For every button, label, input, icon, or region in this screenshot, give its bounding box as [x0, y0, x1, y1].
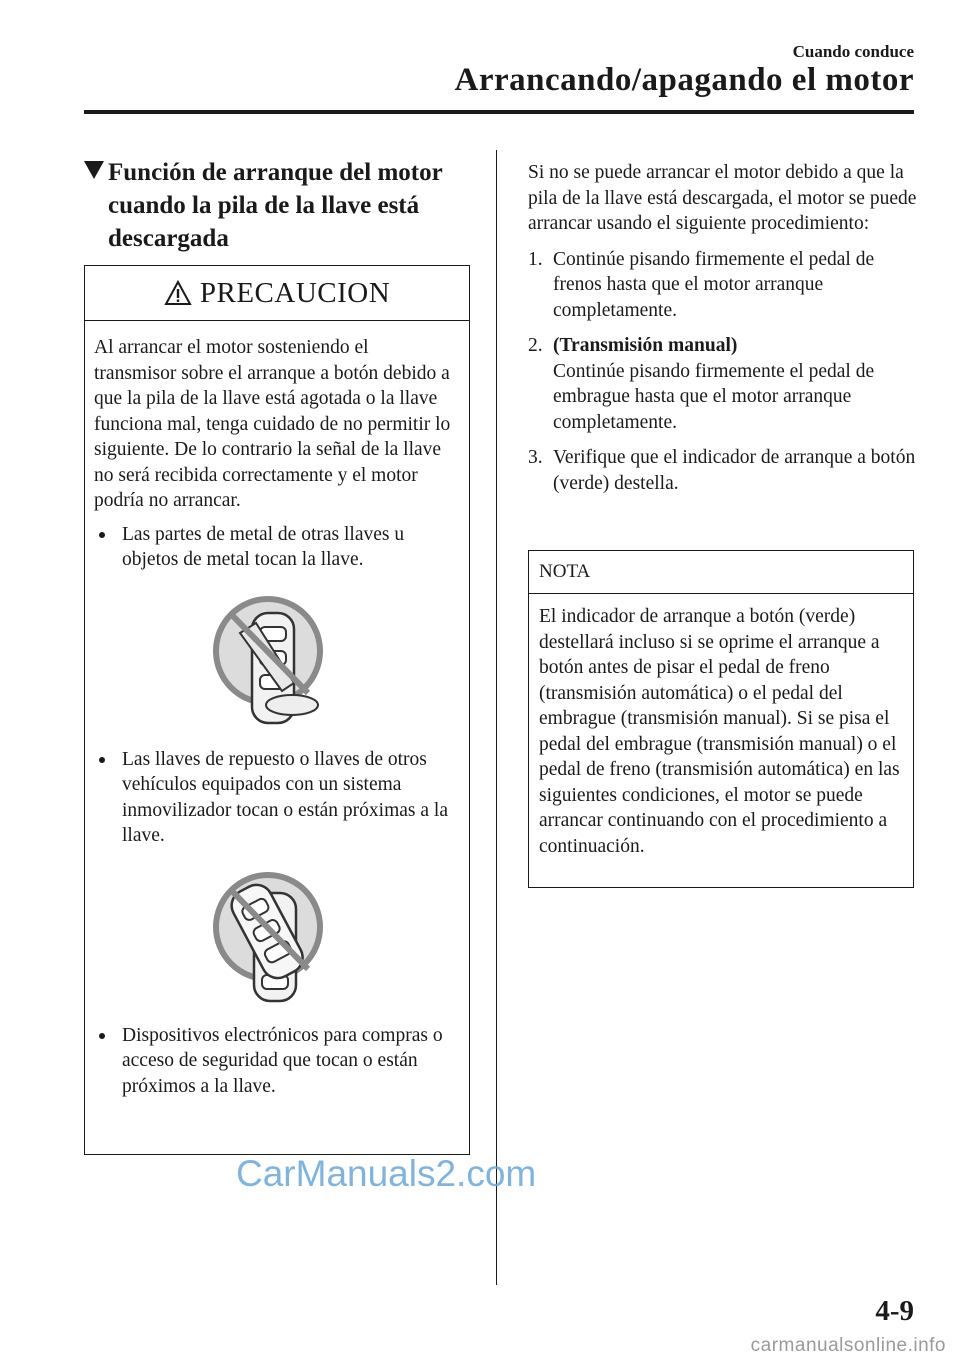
caution-bullet [94, 1023, 455, 1100]
procedure-column [528, 160, 918, 496]
caution-box [84, 265, 470, 1155]
procedure-intro: Si no se puede arrancar el motor debido a que la pila de la llave está descargada, el motor se puede arrancar usando el siguiente procedimiento: [528, 162, 917, 234]
key-touching-metal-illustration [210, 593, 340, 733]
step-number: 3. [528, 447, 543, 468]
column-divider [496, 150, 497, 1285]
procedure-step [528, 445, 918, 496]
caution-title: PRECAUCION [199, 276, 391, 309]
running-header-title: Arrancando/apagando el motor [454, 62, 914, 98]
step-text: Continúe pisando firmemente el pedal de embrague hasta que el motor arranque completamente. [553, 360, 875, 433]
watermark-logo: CarManuals2.com [236, 1153, 537, 1194]
note-title: NOTA [529, 551, 913, 594]
note-text: El indicador de arranque a botón (verde) destellará incluso si se oprime el arranque a botón antes de pisar el pedal de freno (transmisión automática) o el pedal del embrague (transmisión manual). Si se pisa el pedal del embrague (transmisión manual) o el pedal de freno (transmisión automática) en las siguientes condiciones, el motor se puede arrancar continuando con el procedimiento a continuación. [539, 606, 900, 857]
bullet-dot-icon [99, 1033, 105, 1039]
triangle-marker-icon [84, 161, 104, 179]
caution-body [85, 321, 469, 1099]
warning-triangle-icon [164, 280, 192, 306]
bullet-dot-icon [99, 757, 105, 763]
step-text: Verifique que el indicador de arranque a botón (verde) destella. [553, 447, 916, 494]
step-number: 1. [528, 248, 543, 270]
procedure-step [528, 333, 918, 435]
caution-header [85, 266, 469, 321]
footer-watermark: carmanualsonline.info [750, 1335, 946, 1356]
step-bold-label: (Transmisión manual) [553, 335, 738, 356]
page-number: 4-9 [875, 1295, 914, 1327]
caution-bullet [94, 522, 455, 573]
caution-intro: Al arrancar el motor sosteniendo el transmisor sobre el arranque a botón debido a que la pila de la llave está agotada o la llave funciona mal, tenga cuidado de no permitir lo siguiente. De lo contrario la señal de la llave no será recibida correctamente y el motor podría no arrancar. [94, 337, 451, 511]
caution-bullet-text: Las partes de metal de otras llaves u objetos de metal tocan la llave. [122, 523, 405, 570]
note-box [528, 550, 914, 888]
section-heading [84, 156, 474, 255]
caution-bullet-text: Las llaves de repuesto o llaves de otros vehículos equipados con un sistema inmovilizador tocan o están próximas a la llave. [122, 748, 448, 846]
step-number: 2. [528, 335, 543, 356]
section-heading-text: Función de arranque del motor cuando la pila de la llave está descargada [108, 159, 443, 252]
caution-bullet-text: Dispositivos electrónicos para compras o acceso de seguridad que tocan o están próximos a la llave. [122, 1024, 443, 1097]
procedure-step [528, 247, 918, 324]
caution-bullet [94, 747, 455, 849]
two-keys-illustration [210, 869, 340, 1009]
bullet-dot-icon [99, 532, 105, 538]
running-header-section: Cuando conduce [792, 42, 914, 61]
step-text: Continúe pisando firmemente el pedal de frenos hasta que el motor arranque completamente. [553, 248, 875, 321]
header-rule [84, 110, 914, 114]
